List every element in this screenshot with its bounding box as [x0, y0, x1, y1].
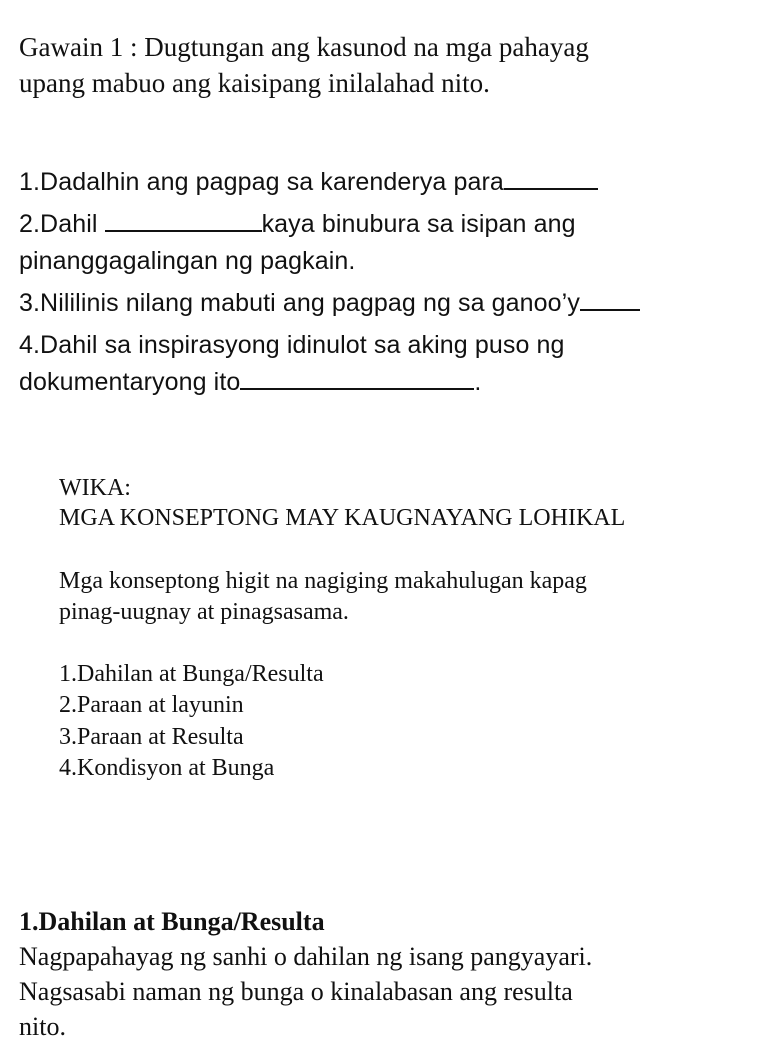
item-2-blank: [105, 208, 262, 232]
item-1-blank: [504, 166, 598, 190]
section-body-line-2: Nagsasabi naman ng bunga o kinalabasan ang resulta: [19, 977, 573, 1006]
section-title: 1.Dahilan at Bunga/Resulta: [19, 907, 325, 936]
section-body-line-3: nito.: [19, 1012, 66, 1041]
wika-description-line-2: pinag-uugnay at pinagsasama.: [59, 599, 349, 625]
gawain-instruction-line-1: Gawain 1 : Dugtungan ang kasunod na mga pahayag: [19, 32, 589, 62]
item-3-blank: [580, 287, 640, 311]
gawain-instruction-line-2: upang mabuo ang kaisipang inilalahad nito.: [19, 68, 490, 98]
wika-list-item: 3.Paraan at Resulta: [59, 724, 244, 750]
item-2-text-before: 2.Dahil: [19, 210, 105, 238]
item-3-text: 3.Nililinis nilang mabuti ang pagpag ng sa ganoo’y: [19, 289, 580, 317]
item-4-line-2: [19, 364, 481, 401]
wika-heading: WIKA:: [59, 475, 131, 501]
section-body-line-1: Nagpapahayag ng sanhi o dahilan ng isang pangyayari.: [19, 942, 593, 971]
wika-list-item: 2.Paraan at layunin: [59, 692, 244, 718]
item-2-text-after: kaya binubura sa isipan ang: [261, 210, 576, 238]
item-2: [19, 206, 576, 243]
item-4-text: dokumentaryong ito: [19, 368, 241, 396]
item-4: 4.Dahil sa inspirasyong idinulot sa aking puso ng: [19, 331, 565, 359]
item-1-text: 1.Dadalhin ang pagpag sa karenderya para: [19, 168, 504, 196]
wika-list-item: 4.Kondisyon at Bunga: [59, 755, 275, 781]
wika-list-item: 1.Dahilan at Bunga/Resulta: [59, 661, 324, 687]
wika-description-line-1: Mga konseptong higit na nagiging makahulugan kapag: [59, 568, 587, 594]
item-4-end: .: [474, 368, 482, 396]
item-1: [19, 164, 598, 201]
item-2-line-2: pinanggagalingan ng pagkain.: [19, 247, 356, 275]
wika-subheading: MGA KONSEPTONG MAY KAUGNAYANG LOHIKAL: [59, 505, 626, 531]
item-3: [19, 285, 640, 322]
item-4-blank: [240, 366, 474, 390]
